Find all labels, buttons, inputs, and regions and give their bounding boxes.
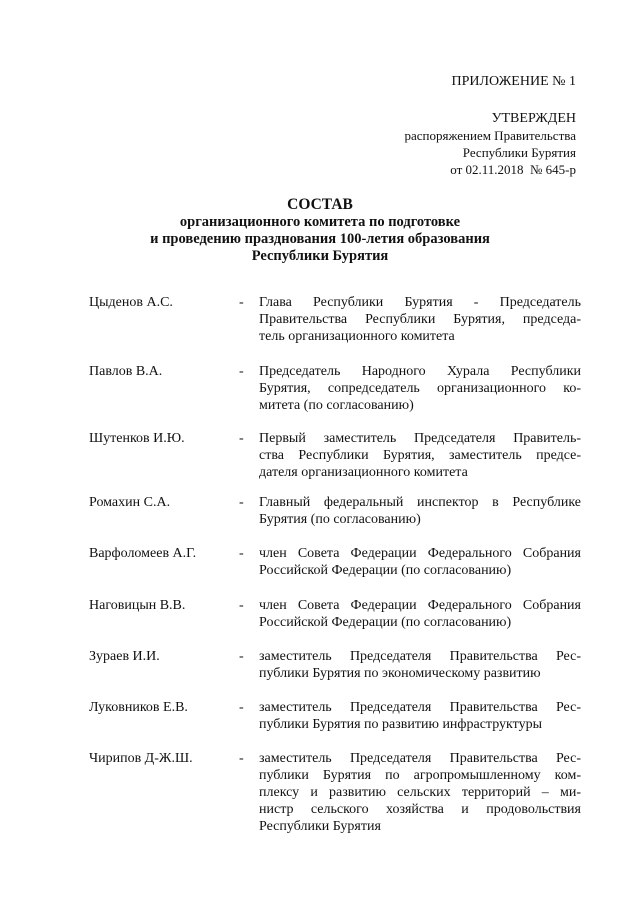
member-role-line: нистр сельского хозяйства и продовольствия [259,802,581,817]
title-line-3: и проведению празднования 100-летия образования [150,231,490,247]
member-role-line: член Совета Федерации Федерального Собрания [259,598,581,613]
member-dash: - [239,700,244,715]
member-row [89,750,581,835]
member-role [259,750,581,835]
member-row [89,545,581,579]
member-role-line: публики Бурятия по развитию инфраструктуры [259,717,542,732]
member-role [259,494,581,528]
member-role-line: публики Бурятия по экономическому развитию [259,666,541,681]
member-role-line: заместитель Председателя Правительства Рес- [259,700,581,715]
member-name: Наговицын В.В. [89,598,186,613]
member-role-line: член Совета Федерации Федерального Собрания [259,546,581,561]
member-dash: - [239,751,244,766]
approved-by-line-1: распоряжением Правительства [404,128,576,143]
member-name: Павлов В.А. [89,364,163,379]
member-role-line: Российской Федерации (по согласованию) [259,615,512,630]
member-role-line: заместитель Председателя Правительства Рес- [259,751,581,766]
approved-date: от 02.11.2018 № 645-р [450,162,576,177]
member-role-line: Бурятия (по согласованию) [259,512,421,527]
member-name: Зураев И.И. [89,649,160,664]
member-role-line: Российской Федерации (по согласованию) [259,563,512,578]
member-role [259,294,581,345]
member-name: Цыденов А.С. [89,295,173,310]
member-name: Чирипов Д-Ж.Ш. [89,751,193,766]
member-role-line: Главный федеральный инспектор в Республике [259,495,581,510]
member-row [89,648,581,682]
members-list [89,294,581,854]
member-role-line: Правительства Республики Бурятия, председа- [259,312,581,327]
title-line-1: СОСТАВ [287,196,353,213]
member-row [89,363,581,414]
member-role-line: заместитель Председателя Правительства Рес- [259,649,581,664]
member-name: Варфоломеев А.Г. [89,546,197,561]
title-line-2: организационного комитета по подготовке [179,214,461,230]
appendix-label: ПРИЛОЖЕНИЕ № 1 [451,74,576,89]
member-name: Луковников Е.В. [89,700,188,715]
member-dash: - [239,649,244,664]
member-role-line: публики Бурятия по агропромышленному ком- [259,768,581,783]
member-role [259,545,581,579]
document-title [0,196,640,265]
member-name: Шутенков И.Ю. [89,431,185,446]
member-dash: - [239,431,244,446]
member-dash: - [239,598,244,613]
member-role-line: Бурятия, сопредседатель организационного ко- [259,381,581,396]
approved-heading: УТВЕРЖДЕН [491,111,576,126]
member-dash: - [239,546,244,561]
approval-stamp [404,110,576,178]
member-role-line: дателя организационного комитета [259,465,468,480]
member-role [259,363,581,414]
member-dash: - [239,495,244,510]
member-role-line: Республики Бурятия [259,819,381,834]
member-role [259,597,581,631]
member-role [259,648,581,682]
member-role-line: ства Республики Бурятия, заместитель предсе- [259,448,581,463]
member-role-line: Глава Республики Бурятия - Председатель [259,295,581,310]
member-role-line: Председатель Народного Хурала Республики [259,364,581,379]
member-row [89,699,581,733]
member-row [89,430,581,481]
member-role-line: Первый заместитель Председателя Правитель- [259,431,581,446]
member-role-line: плексу и развитию сельских территорий – ми- [259,785,581,800]
member-row [89,494,581,528]
approved-by-line-2: Республики Бурятия [462,145,576,160]
title-line-4: Республики Бурятия [251,248,389,264]
member-role-line: тель организационного комитета [259,329,455,344]
member-name: Ромахин С.А. [89,495,171,510]
member-dash: - [239,295,244,310]
member-role [259,699,581,733]
member-dash: - [239,364,244,379]
member-role [259,430,581,481]
member-role-line: митета (по согласованию) [259,398,414,413]
member-row [89,597,581,631]
member-row [89,294,581,345]
